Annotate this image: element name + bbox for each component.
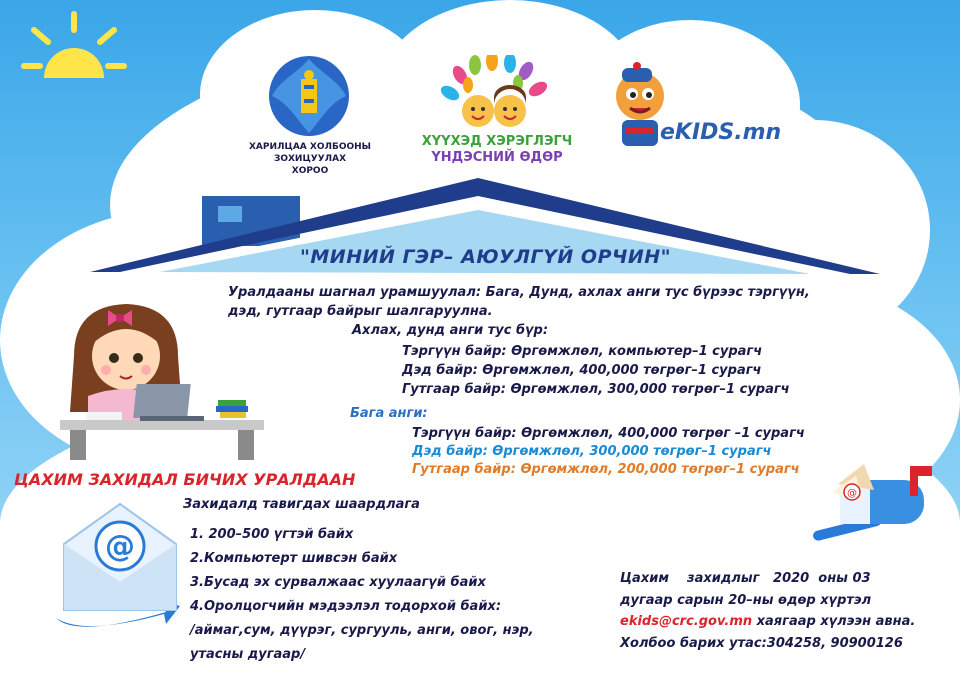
requirement-2: 2.Компьютерт шивсэн байх [190,551,398,566]
deadline-email-suffix: хаягаар хүлээн авна. [752,614,916,629]
requirement-1: 1. 200–500 үгтэй байх [190,527,354,542]
mailbox-icon [810,462,950,558]
consumer-day-line2: ҮНДЭСНИЙ ӨДӨР [431,150,563,165]
regulator-line3: ХОРОО [291,166,329,176]
senior-prize-3: Гутгаар байр: Өргөмжлөл, 300,000 төгрөг–1 сурагч [402,382,790,397]
regulator-line2: ЗОХИЦУУЛАХ [273,154,347,164]
deadline-line1: Цахим захидлыг 2020 оны 03 [620,571,871,586]
contest-heading: ЦАХИМ ЗАХИДАЛ БИЧИХ УРАЛДААН [14,470,356,489]
regulator-line1: ХАРИЛЦАА ХОЛБООНЫ [248,142,371,152]
requirement-4-detail: /аймаг,сум, дүүрэг, сургууль, анги, овог, нэр, [190,623,534,638]
senior-heading: Ахлах, дунд анги тус бүр: [352,323,549,338]
email-envelope-icon [50,498,190,638]
contact-phone: Холбоо барих утас:304258, 90900126 [620,636,903,651]
junior-heading: Бага анги: [350,406,428,421]
page-title: "МИНИЙ ГЭР– АЮУЛГҮЙ ОРЧИН" [300,246,672,268]
prize-intro-line1: Уралдааны шагнал урамшуулал: Бага, Дунд, ахлах анги тус бүрээс тэргүүн, [228,285,810,300]
children-tree-icon [430,55,560,135]
contact-email[interactable]: ekids@crc.gov.mn [620,614,753,629]
prize-intro-line2: дэд, гутгаар байрыг шалгаруулна. [228,304,493,319]
svg-text:@: @ [105,529,135,564]
svg-text:@: @ [847,488,857,499]
senior-prize-1: Тэргүүн байр: Өргөмжлөл, компьютер–1 сурагч [402,344,763,359]
requirement-4-detail-2: утасны дугаар/ [190,647,306,662]
regulator-emblem-icon [268,55,350,137]
ekids-wordmark: eKIDS.mn [660,120,782,145]
junior-prize-3: Гутгаар байр: Өргөмжлөл, 200,000 төгрөг–1 сурагч [412,462,800,477]
girl-laptop-illustration [56,296,268,460]
deadline-line2: дугаар сарын 20–ны өдөр хүртэл [620,593,872,608]
requirement-4: 4.Оролцогчийн мэдээлэл тодорхой байх: [190,599,502,614]
deadline-email-line [620,614,915,629]
senior-prize-2: Дэд байр: Өргөмжлөл, 400,000 төгрөг–1 сурагч [402,363,762,378]
requirement-3: 3.Бусад эх сурвалжаас хуулаагүй байх [190,575,486,590]
junior-prize-1: Тэргүүн байр: Өргөмжлөл, 400,000 төгрөг –1 сурагч [412,426,805,441]
sun-icon [14,8,134,103]
consumer-day-line1: ХҮҮХЭД ХЭРЭГЛЭГЧ [421,134,573,149]
junior-prize-2: Дэд байр: Өргөмжлөл, 300,000 төгрөг–1 сурагч [412,444,772,459]
requirements-heading: Захидалд тавигдах шаардлага [183,497,420,512]
